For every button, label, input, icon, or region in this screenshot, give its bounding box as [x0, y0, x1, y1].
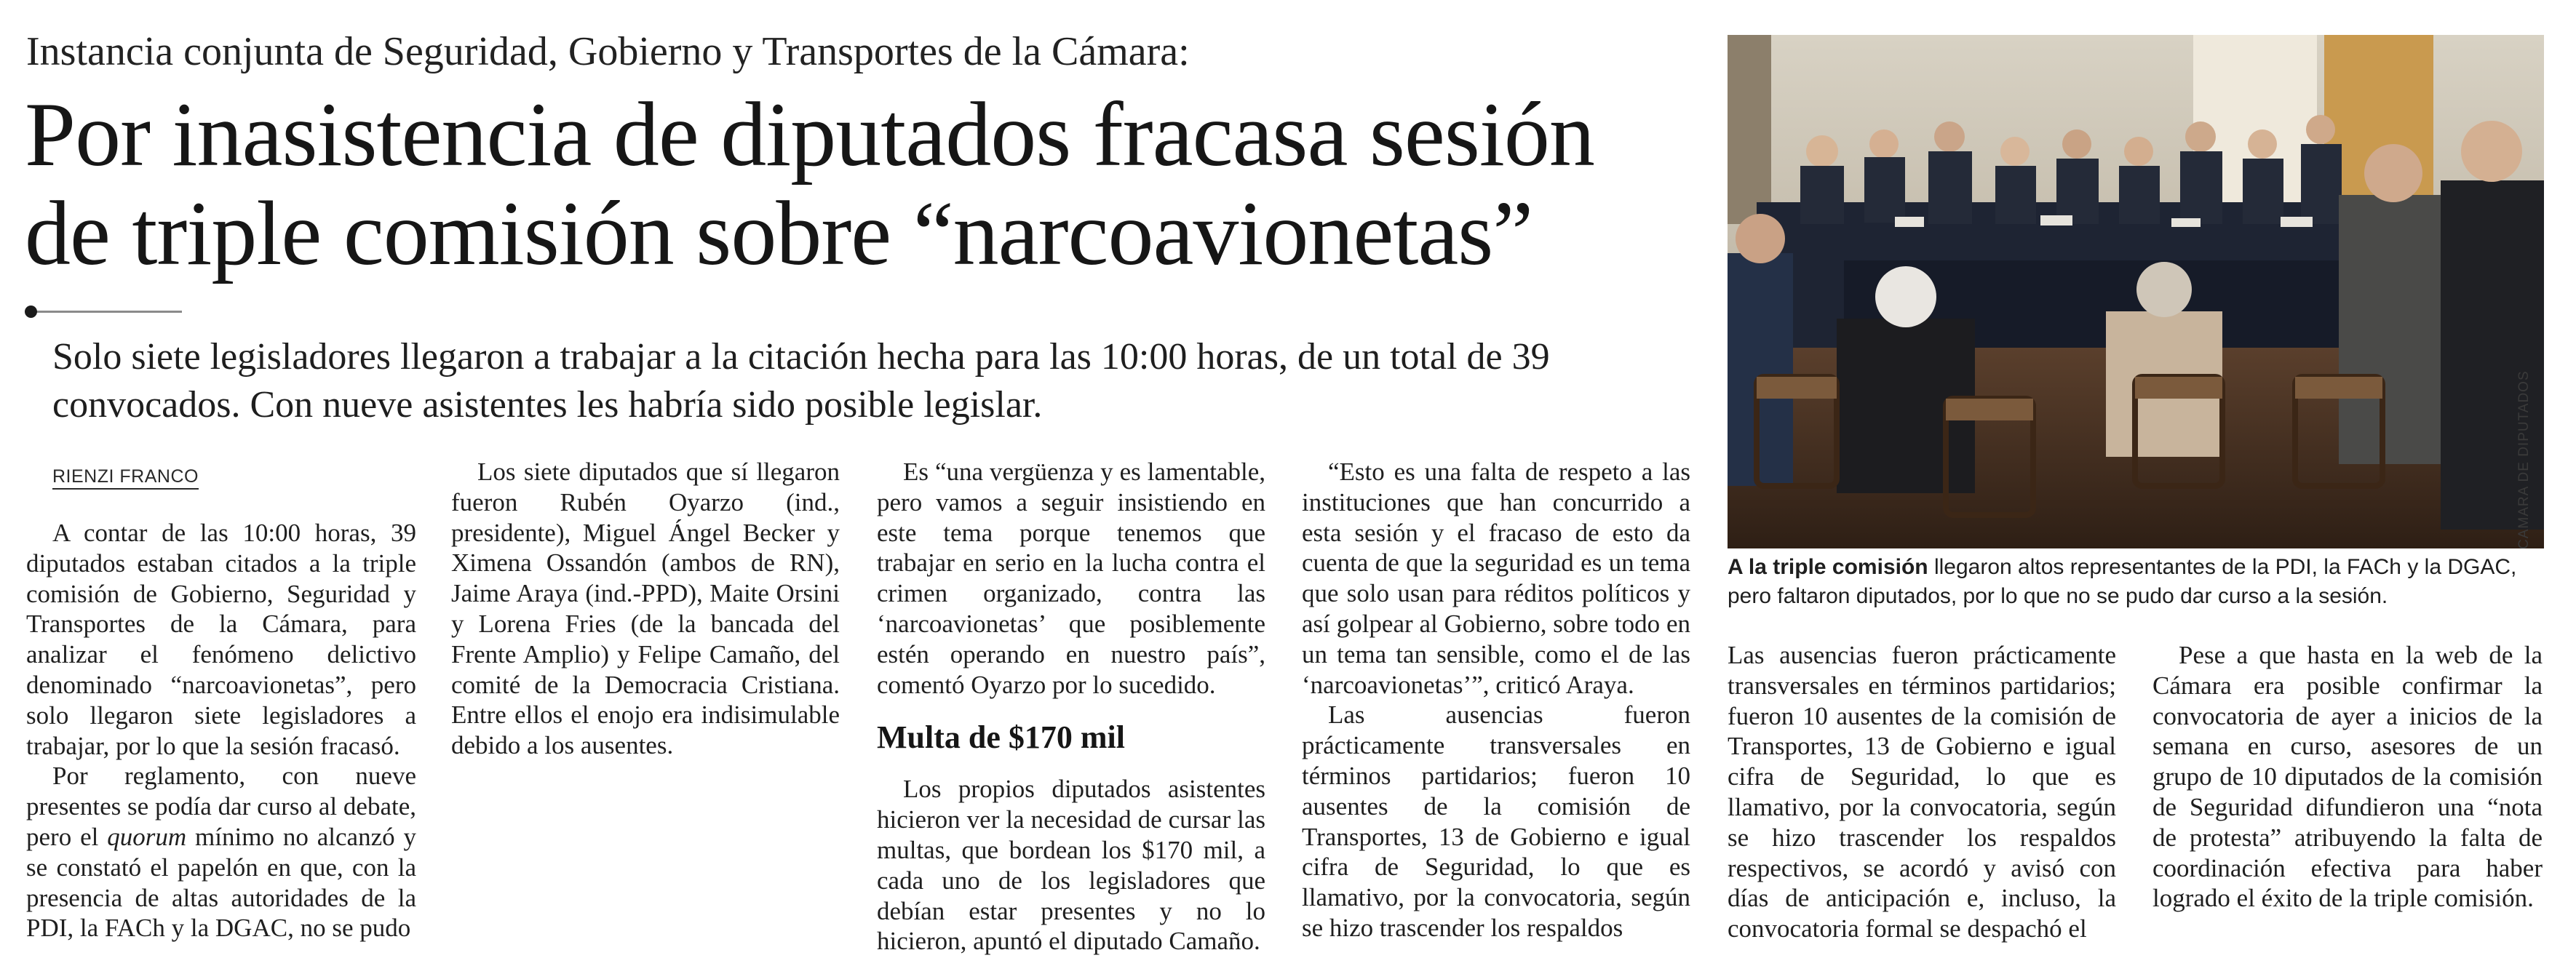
headline-line-2: de triple comisión sobre “narcoavionetas”: [25, 183, 1533, 284]
photo-caption: [1728, 553, 2544, 611]
headline: [25, 86, 1698, 284]
paragraph-8: Pese a que hasta en la web de la Cámara era posible confirmar la convocatoria de ayer a inicios de la semana en curso, asesores de un grupo de 10 diputados de la comisión de Seguridad difundieron una “nota de protesta” atribuyendo la falta de coordinación efectiva para haber logrado el éxito de la triple comisión.: [2152, 641, 2543, 913]
subhead-multa: Multa de $170 mil: [877, 719, 1125, 756]
paragraph-6: “Esto es una falta de respeto a las instituciones que han concurrido a esta sesión y el fracaso de esto da cuenta de que la seguridad es un tema que solo usan para réditos políticos y así golpear al Gobierno, sobre todo en un tema tan sensible, como el de las ‘narcoavionetas’”, criticó Araya.: [1302, 458, 1690, 699]
photo-credit: CAMARA DE DIPUTADOS: [2516, 370, 2532, 549]
headline-line-1: Por inasistencia de diputados fracasa sesión: [25, 84, 1594, 185]
paragraph-5: Los propios diputados asistentes hicieron ver la necesidad de cursar las multas, que bordean los $170 mil, a cada uno de los legisladores que debían estar presentes y no lo hicieron, apuntó el diputado Camaño.: [877, 775, 1265, 956]
paragraph-3: Los siete diputados que sí llegaron fueron Rubén Oyarzo (ind., presidente), Miguel Ángel Becker y Ximena Ossandón (ambos de RN), Jaime Araya (ind.-PPD), Maite Orsini y Lorena Fries (de la bancada del Frente Amplio) y Felipe Camaño, del comité de la Democracia Cristiana. Entre ellos el enojo era indisimulable debido a los ausentes.: [451, 458, 840, 760]
body-column-1: [26, 518, 416, 943]
paragraph-4: Es “una vergüenza y es lamentable, pero vamos a seguir insistiendo en este tema porque tenemos que trabajar en serio en la lucha contra el crimen organizado, contra las ‘narcoavionetas’ que posiblemente estén operando en nuestro país”, comentó Oyarzo por lo sucedido.: [877, 458, 1265, 699]
committee-session-photo: [1728, 35, 2544, 548]
body-column-5: [1728, 640, 2116, 944]
divider-bullet-icon: [25, 306, 37, 318]
paragraph-7: Las ausencias fueron prácticamente transversales en términos partidarios; fueron 10 ausentes de la comisión de Transportes, 13 de Gobierno e igual cifra de Seguridad, lo que es llamativo, por la convocatoria, según se hizo trascender los respaldos: [1302, 700, 1690, 942]
body-column-3: [877, 457, 1265, 957]
divider-rule: [26, 311, 182, 313]
quorum-italic: quorum: [107, 822, 187, 851]
byline: RIENZI FRANCO: [52, 466, 199, 490]
body-column-2: [451, 457, 840, 761]
kicker: Instancia conjunta de Seguridad, Gobierno y Transportes de la Cámara:: [26, 29, 1190, 74]
paragraph-1: A contar de las 10:00 horas, 39 diputados estaban citados a la triple comisión de Gobierno, Seguridad y Transportes de la Cámara, para analizar el fenómeno delictivo denominado “narcoavionetas”, pero solo llegaron siete legisladores a trabajar, por lo que la sesión fracasó.: [26, 519, 416, 760]
photo-illustration: [1728, 35, 2544, 548]
deck-summary: Solo siete legisladores llegaron a trabajar a la citación hecha para las 10:00 horas, de un total de 39 convocados. Con nueve asistentes les habría sido posible legislar.: [52, 336, 1550, 426]
body-column-4: [1302, 457, 1690, 943]
paragraph-7-continued: Las ausencias fueron prácticamente transversales en términos partidarios; fueron 10 ausentes de la comisión de Transportes, 13 de Gobierno e igual cifra de Seguridad, lo que es llamativo, por la convocatoria, según se hizo trascender los respaldos respectivos, se acordó y avisó con días de anticipación e, incluso, la convocatoria formal se despachó el: [1728, 641, 2116, 943]
caption-lead: A la triple comisión: [1728, 555, 1928, 579]
paragraph-2-start: Por reglamento, con nueve presentes se podía dar curso al debate, pero el quorum mínimo no alcanzó y se constató el papelón en que, con la presencia de altas autoridades de la PDI, la FACh y la DGAC, no se pudo: [26, 762, 416, 943]
body-column-6: [2152, 640, 2543, 914]
caption-text: llegaron altos representantes de la PDI, la FACh y la DGAC, pero faltaron diputados, por lo que no se pudo dar curso a la sesión.: [1728, 555, 2517, 608]
